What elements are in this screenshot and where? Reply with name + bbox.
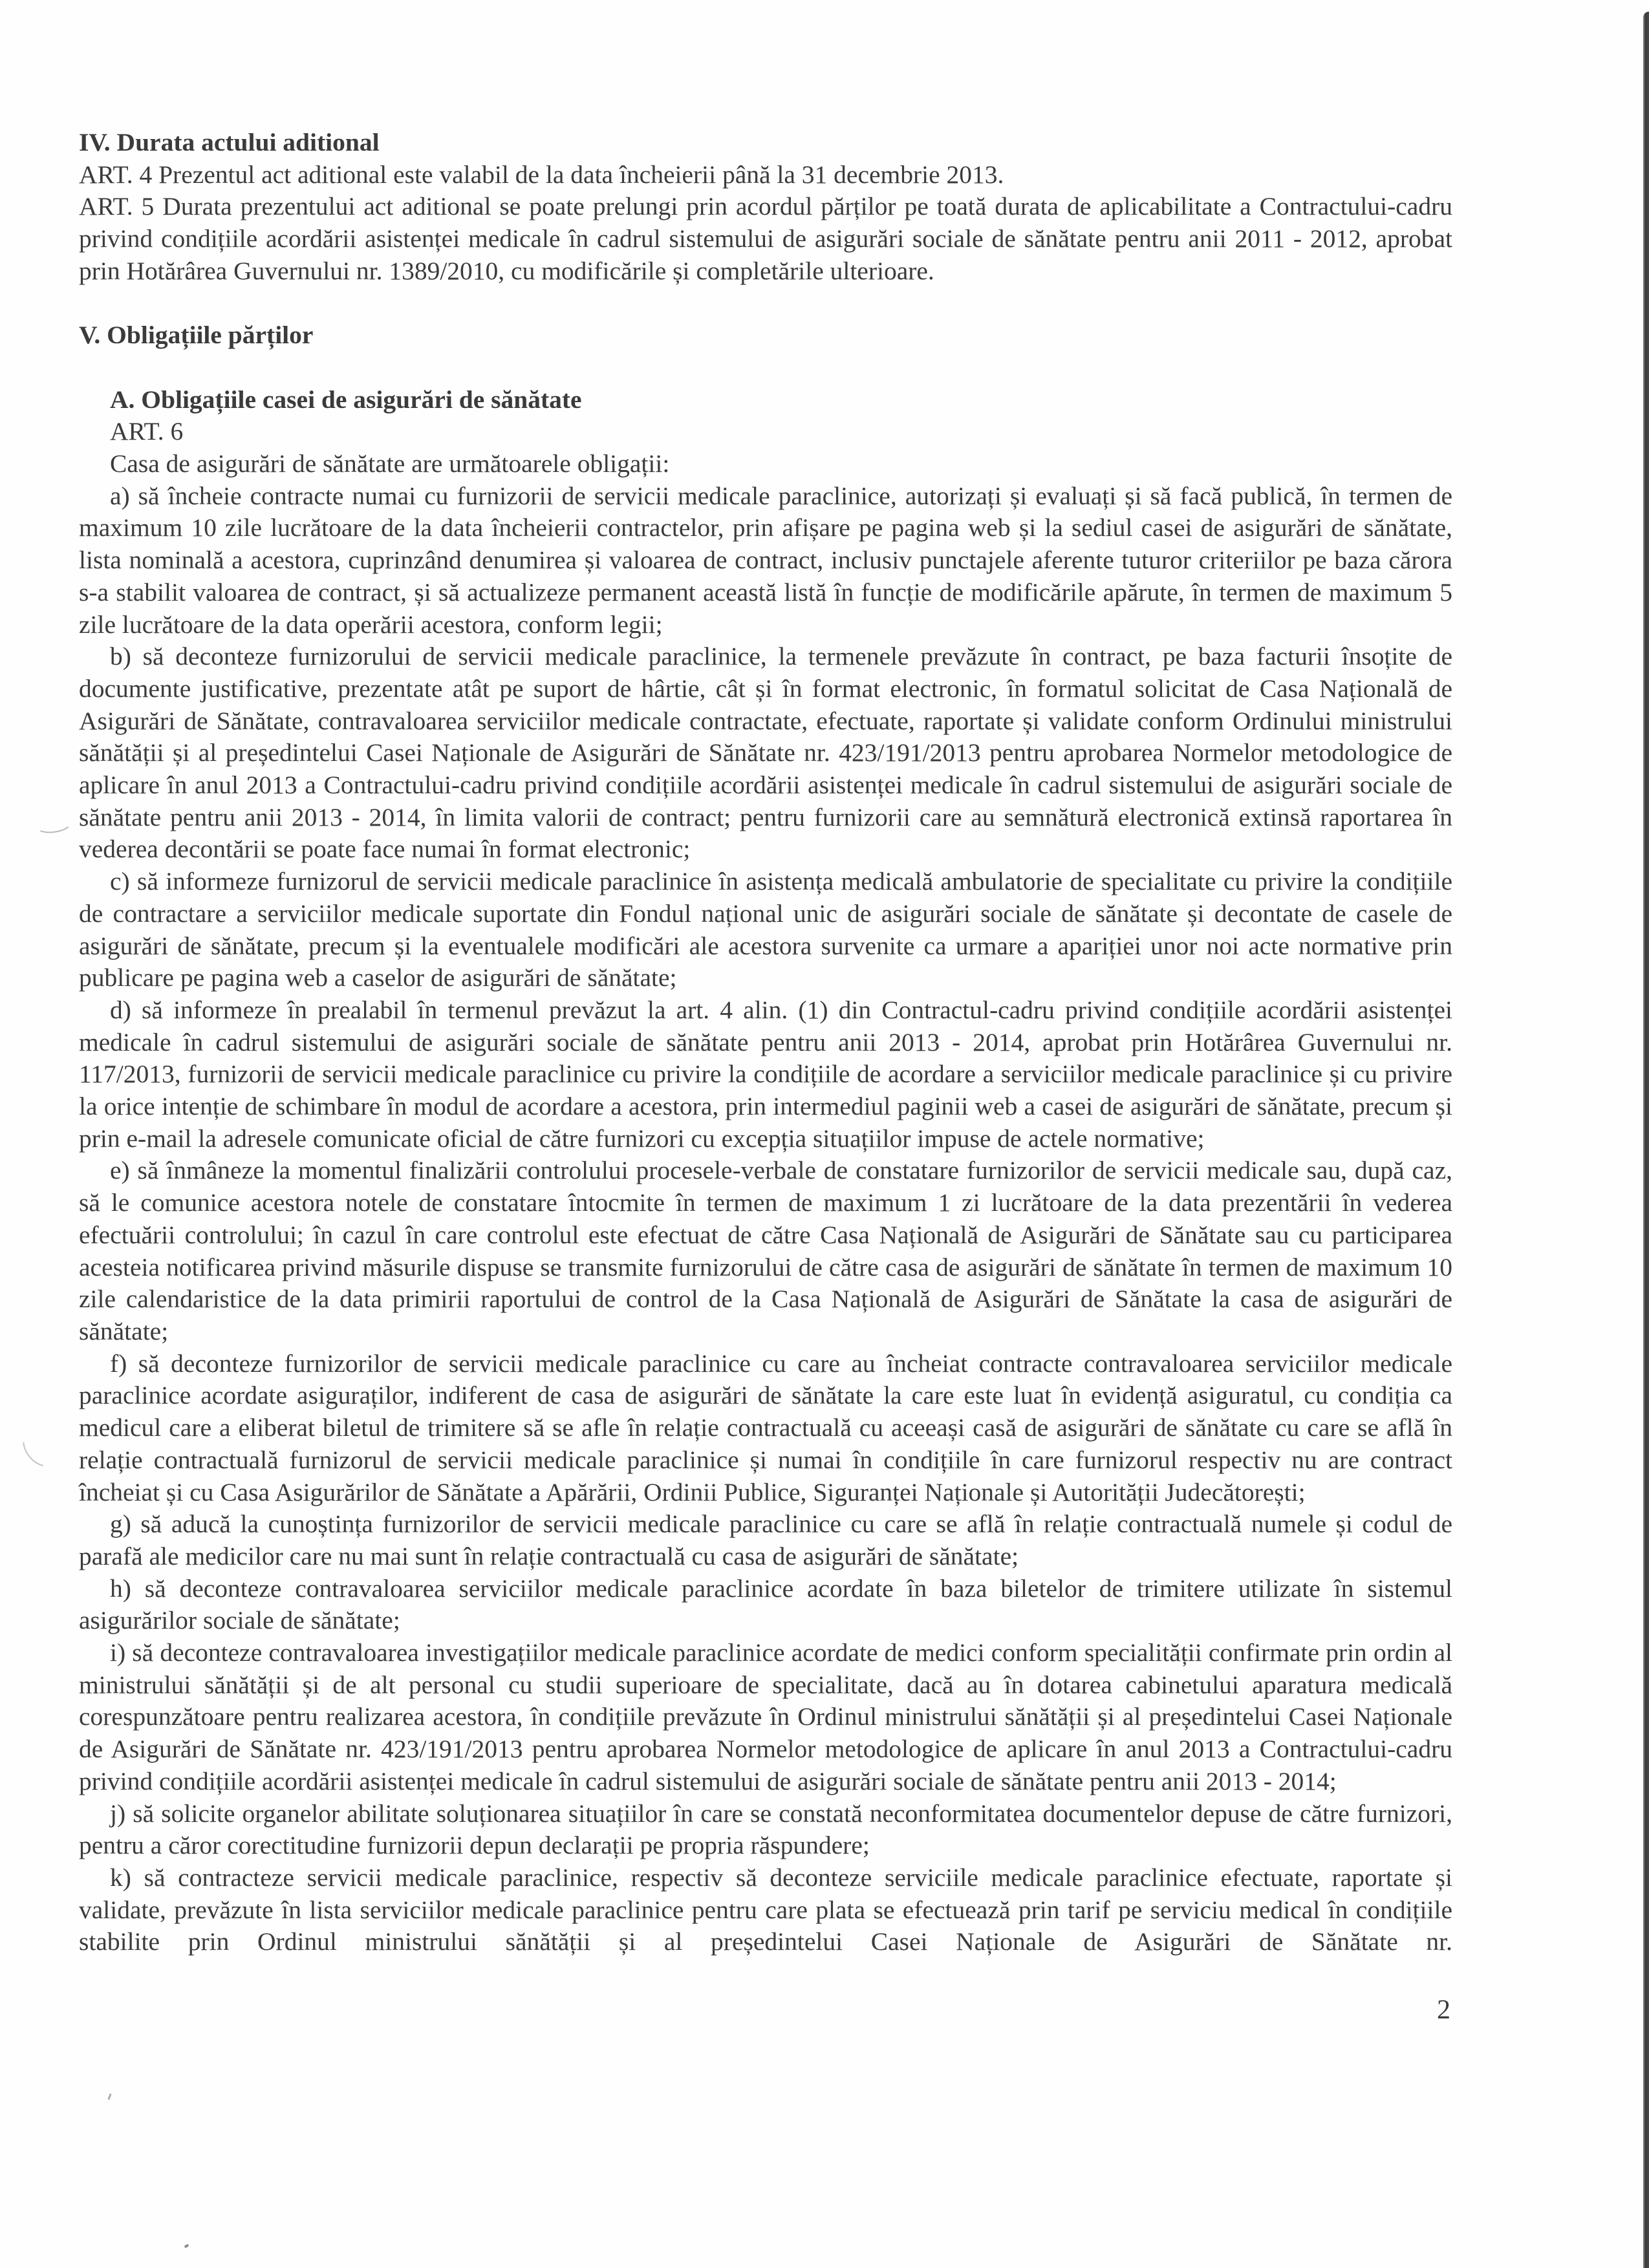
- section-heading-v: V. Obligațiile părților: [79, 321, 314, 350]
- scan-speck: [184, 2244, 189, 2249]
- obligation-item-j: j) să solicite organelor abilitate soluționarea situațiilor în care se constată neconformitatea documentelor depuse de către furnizori, pentru a căror corectitudine furnizorii depun declarații pe propria răspundere;: [79, 1799, 1452, 1860]
- obligation-item-a: a) să încheie contracte numai cu furnizorii de servicii medicale paraclinice, autorizați și evaluați și să facă publică, în termen de maximum 10 zile lucrătoare de la data încheierii contractelor, prin afișare pe pagina web și la sediul casei de asigurări de sănătate, lista nominală a acestora, cuprinzând denumirea și valoarea de contract, inclusiv punctajele aferente tuturor criteriilor pe baza cărora s-a stabilit valoarea de contract, și să actualizeze permanent această listă în funcție de modificările apărute, în termen de maximum 5 zile lucrătoare de la data operării acestora, conform legii;: [79, 481, 1452, 639]
- document-body: [79, 127, 1452, 1958]
- obligation-item-i: i) să deconteze contravaloarea investigațiilor medicale paraclinice acordate de medici conform specialității confirmate prin ordin al ministrului sănătății și de alt personal cu studii superioare de specialitate, dacă au în dotarea cabinetului aparatura medicală corespunzătoare pentru realizarea acestora, în condițiile prevăzute în Ordinul ministrului sănătății și al președintelui Casei Naționale de Asigurări de Sănătate nr. 423/191/2013 pentru aprobarea Normelor metodologice de aplicare în anul 2013 a Contractului-cadru privind condițiile acordării asistenței medicale în cadrul sistemului de asigurări sociale de sănătate pentru anii 2013 - 2014;: [79, 1638, 1452, 1795]
- margin-pencil-mark: [16, 1423, 65, 1473]
- obligation-item-h: h) să deconteze contravaloarea serviciilor medicale paraclinice acordate în baza biletelor de trimitere utilizate în sistemul asigurărilor sociale de sănătate;: [79, 1574, 1452, 1635]
- obligation-item-g: g) să aducă la cunoștința furnizorilor de servicii medicale paraclinice cu care se află în relație contractuală numele și codul de parafă ale medicilor care nu mai sunt în relație contractuală cu casa de asigurări de sănătate;: [79, 1510, 1452, 1570]
- obligation-item-f: f) să deconteze furnizorilor de servicii medicale paraclinice cu care au încheiat contracte contravaloarea serviciilor medicale paraclinice acordate asiguraților, indiferent de casa de asigurări de sănătate la care este luat în evidență asiguratul, cu condiția ca medicul care a eliberat biletul de trimitere să se afle în relație contractuală cu aceeași casă de asigurări de sănătate cu care se află în relație contractuală furnizorul de servicii medicale paraclinice și numai în condițiile în care furnizorul respectiv nu are contract încheiat și cu Casa Asigurărilor de Sănătate a Apărării, Ordinii Publice, Siguranței Naționale și Autorității Judecătorești;: [79, 1349, 1452, 1506]
- obligation-item-d: d) să informeze în prealabil în termenul prevăzut la art. 4 alin. (1) din Contractul-cadru privind condițiile acordării asistenței medicale în cadrul sistemului de asigurări sociale de sănătate pentru anii 2013 - 2014, aprobat prin Hotărârea Guvernului nr. 117/2013, furnizorii de servicii medicale paraclinice cu privire la condițiile de acordare a serviciilor medicale paraclinice și cu privire la orice intenție de schimbare în modul de acordare a acestora, prin intermediul paginii web a casei de asigurări de sănătate, precum și prin e-mail la adresele comunicate oficial de către furnizori cu excepția situațiilor impuse de actele normative;: [79, 995, 1452, 1153]
- obligations-intro: Casa de asigurări de sănătate are următoarele obligații:: [110, 449, 670, 478]
- section-heading-iv: IV. Durata actului aditional: [79, 128, 380, 156]
- obligation-item-c: c) să informeze furnizorul de servicii medicale paraclinice în asistența medicală ambulatorie de specialitate cu privire la condițiile de contractare a serviciilor medicale suportate din Fondul național unic de asigurări sociale de sănătate și decontate de casele de asigurări de sănătate, precum și la eventualele modificări ale acestora survenite ca urmare a apariției unor noi acte normative prin publicare pe pagina web a caselor de asigurări de sănătate;: [79, 867, 1452, 992]
- obligation-item-k: k) să contracteze servicii medicale paraclinice, respectiv să deconteze serviciile medicale paraclinice efectuate, raportate și validate, prevăzute în lista serviciilor medicale paraclinice pentru care plata se efectuează prin tarif pe serviciu medical în condițiile stabilite prin Ordinul ministrului sănătății și al președintelui Casei Naționale de Asigurări de Sănătate nr.: [79, 1863, 1452, 1956]
- scan-speck: [107, 2093, 111, 2100]
- spacer: [79, 288, 1452, 320]
- subsection-heading-a: A. Obligațiile casei de asigurări de sănătate: [110, 385, 582, 414]
- scanner-edge-shadow: [1643, 12, 1649, 2268]
- obligation-item-b: b) să deconteze furnizorului de servicii medicale paraclinice, la termenele prevăzute în contract, pe baza facturii însoțite de documente justificative, prezentate atât pe suport de hârtie, cât și în format electronic, în formatul solicitat de Casa Națională de Asigurări de Sănătate, contravaloarea serviciilor medicale contractate, efectuate, raportate și validate conform Ordinului ministrului sănătății și al președintelui Casei Naționale de Asigurări de Sănătate nr. 423/191/2013 pentru aprobarea Normelor metodologice de aplicare în anul 2013 a Contractului-cadru privind condițiile acordării asistenței medicale în cadrul sistemului de asigurări sociale de sănătate pentru anii 2013 - 2014, în limita valorii de contract; pentru furnizorii care au semnătură electronică extinsă raportarea în vederea decontării se poate face numai în format electronic;: [79, 642, 1452, 864]
- obligation-item-e: e) să înmâneze la momentul finalizării controlului procesele-verbale de constatare furnizorilor de servicii medicale sau, după caz, să le comunice acestora notele de constatare întocmite în termen de maximum 1 zi lucrătoare de la data prezentării în vederea efectuării controlului; în cazul în care controlul este efectuat de către Casa Națională de Asigurări de Sănătate sau cu participarea acesteia notificarea privind măsurile dispuse se transmite furnizorului de către casa de asigurări de sănătate în termen de maximum 10 zile calendaristice de la data primirii raportului de control de la Casa Națională de Asigurări de Sănătate la casa de asigurări de sănătate;: [79, 1156, 1452, 1345]
- margin-pencil-mark: [34, 813, 72, 835]
- article-5: ART. 5 Durata prezentului act aditional se poate prelungi prin acordul părților pe toată durata de aplicabilitate a Contractului-cadru privind condițiile acordării asistenței medicale în cadrul sistemului de asigurări sociale de sănătate pentru anii 2011 - 2012, aprobat prin Hotărârea Guvernului nr. 1389/2010, cu modificările și completările ulterioare.: [79, 192, 1452, 285]
- page-number: 2: [1437, 1995, 1450, 2025]
- article-6-label: ART. 6: [110, 417, 184, 446]
- spacer: [79, 352, 1452, 384]
- article-4: ART. 4 Prezentul act aditional este valabil de la data încheierii până la 31 decembrie 2013.: [79, 160, 1004, 189]
